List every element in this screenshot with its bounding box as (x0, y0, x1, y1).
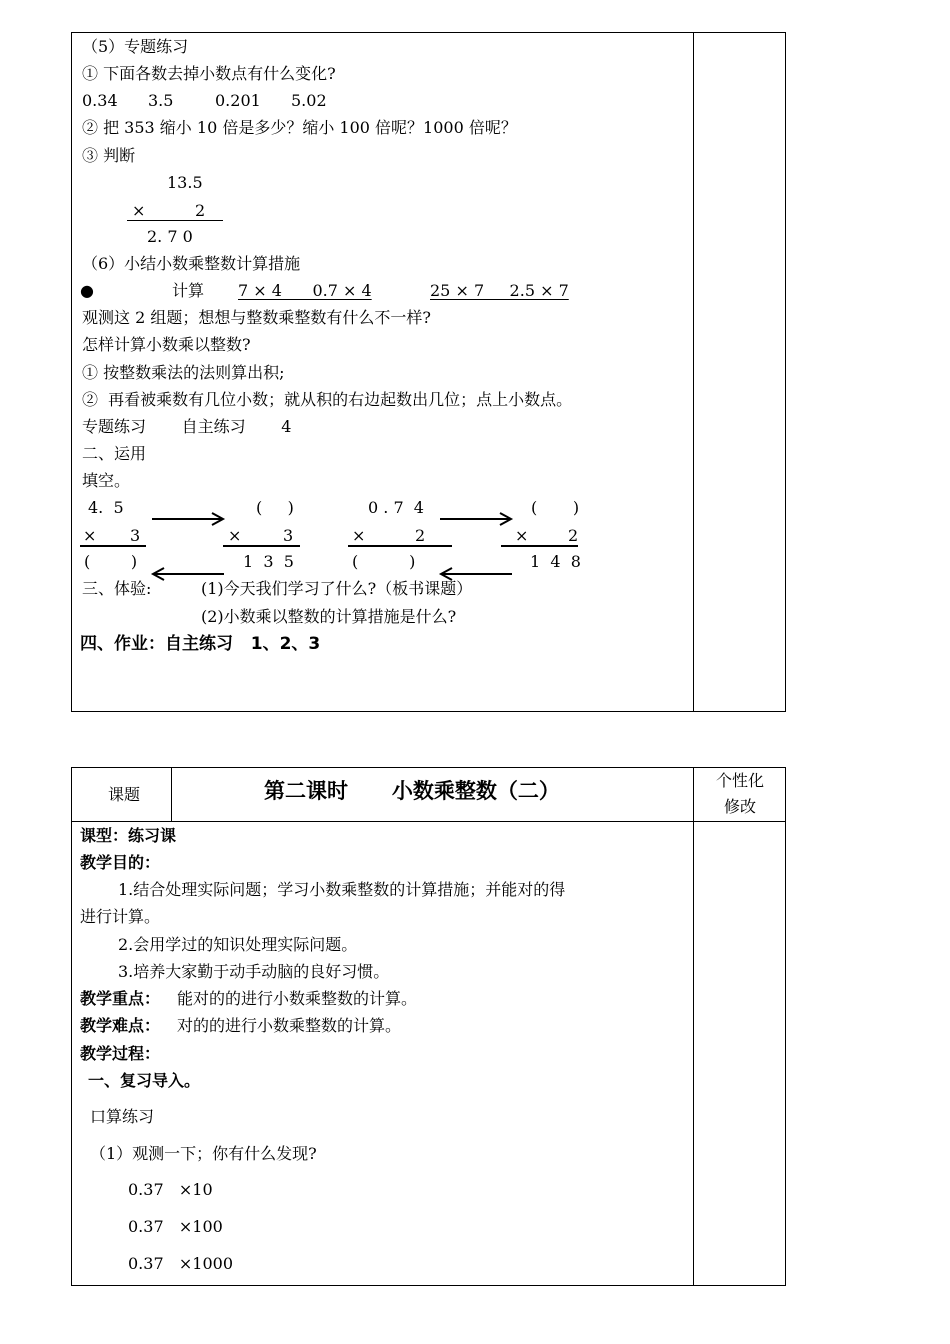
right-arrow-icon (438, 510, 514, 528)
how-question: 怎样计算小数乘以整数? (82, 335, 251, 354)
topic-cell-divider (171, 767, 172, 821)
fill-c-top: 0 . 7 4 (368, 498, 424, 517)
fill-a-rule (80, 545, 146, 547)
observe-question-2: （1）观测一下；你有什么发现? (90, 1144, 317, 1163)
section-2-heading: 二、运用 (82, 444, 147, 463)
calc-group-1: 7 × 4 0.7 × 4 (238, 281, 372, 300)
special-practice-heading: （5）专题练习 (82, 37, 189, 56)
fill-b-result: 1 3 5 (243, 552, 294, 571)
q1-number: 5.02 (291, 91, 327, 110)
judge-result: 2. 7 0 (147, 227, 193, 246)
q1-number: 3.5 (148, 91, 174, 110)
rule-step-1: ① 按整数乘法的法则算出积; (82, 363, 285, 382)
review-heading: 一、复习导入。 (88, 1071, 201, 1090)
homework-line: 四、作业：自主练习 1、2、3 (80, 634, 321, 654)
oral-calc-3: 0.37 ×1000 (128, 1254, 234, 1273)
key-point-text: 能对的的进行小数乘整数的计算。 (177, 989, 418, 1008)
bullet-icon: ● (80, 281, 94, 300)
fill-b-times: × (228, 526, 242, 545)
oral-calc-2: 0.37 ×100 (128, 1217, 223, 1236)
judge-times-sign: × (132, 201, 146, 220)
fill-a-times: × (83, 526, 97, 545)
judge-multiplier: 2 (195, 201, 206, 220)
calc-label: 计算 (172, 281, 205, 300)
oral-calc-1: 0.37 ×10 (128, 1180, 213, 1199)
table-2-column-divider (693, 767, 694, 1286)
q1-number: 0.201 (215, 91, 261, 110)
fill-a-result: ( ) (84, 552, 138, 571)
lesson-type: 课型：练习课 (80, 826, 177, 845)
lesson-title: 第二课时 小数乘整数（二） (264, 779, 560, 803)
experience-1: (1)今天我们学习了什么?（板书课题） (201, 579, 473, 598)
difficulty-text: 对的的进行小数乘整数的计算。 (177, 1016, 402, 1035)
goal-1-line-2: 进行计算。 (80, 907, 161, 926)
fill-heading: 填空。 (82, 471, 131, 490)
fill-c-mult: 2 (415, 526, 426, 545)
fill-b-top: ( ) (256, 498, 294, 517)
summary-heading: （6）小结小数乘整数计算措施 (82, 254, 301, 273)
fill-d-top: ( ) (531, 498, 580, 517)
rule-step-2: ② 再看被乘数有几位小数；就从积的右边起数出几位；点上小数点。 (82, 390, 573, 409)
fill-c-rule (348, 545, 452, 547)
header-row-divider (71, 821, 786, 822)
q1-number: 0.34 (82, 91, 118, 110)
fill-a-top: 4. 5 (88, 498, 124, 517)
topic-label: 课题 (108, 785, 141, 804)
side-label-personalize: 个性化 (716, 771, 765, 790)
fill-d-times: × (515, 526, 529, 545)
practice-line: 专题练习 自主练习 4 (82, 417, 292, 436)
observe-question: 观测这 2 组题；想想与整数乘整数有什么不一样? (82, 308, 431, 327)
calc-group-2: 25 × 7 2.5 × 7 (430, 281, 569, 300)
process-heading: 教学过程： (80, 1044, 161, 1063)
fill-d-rule (501, 545, 578, 547)
fill-b-rule (223, 545, 300, 547)
judge-multiplicand: 13.5 (167, 173, 203, 192)
section-3-label: 三、体验: (82, 579, 152, 598)
key-point-label: 教学重点： (80, 989, 161, 1008)
fill-a-mult: 3 (130, 526, 141, 545)
question-1: ① 下面各数去掉小数点有什么变化? (82, 64, 336, 83)
question-2: ② 把 353 缩小 10 倍是多少？缩小 100 倍呢？1000 倍呢？ (82, 118, 517, 137)
right-arrow-icon (150, 510, 226, 528)
table-1-column-divider (693, 32, 694, 712)
fill-b-mult: 3 (283, 526, 294, 545)
side-label-modify: 修改 (724, 797, 757, 816)
goals-heading: 教学目的： (80, 853, 161, 872)
fill-d-result: 1 4 8 (530, 552, 581, 571)
fill-d-mult: 2 (568, 526, 579, 545)
experience-2: (2)小数乘以整数的计算措施是什么? (201, 607, 457, 626)
fill-c-result: ( ) (352, 552, 416, 571)
oral-practice: 口算练习 (90, 1107, 155, 1126)
question-3: ③ 判断 (82, 146, 136, 165)
goal-2: 2.会用学过的知识处理实际问题。 (118, 935, 358, 954)
fill-c-times: × (352, 526, 366, 545)
difficulty-label: 教学难点： (80, 1016, 161, 1035)
goal-1-line-1: 1.结合处理实际问题；学习小数乘整数的计算措施；并能对的得 (118, 880, 566, 899)
judge-rule (127, 220, 223, 221)
goal-3: 3.培养大家勤于动手动脑的良好习惯。 (118, 962, 390, 981)
